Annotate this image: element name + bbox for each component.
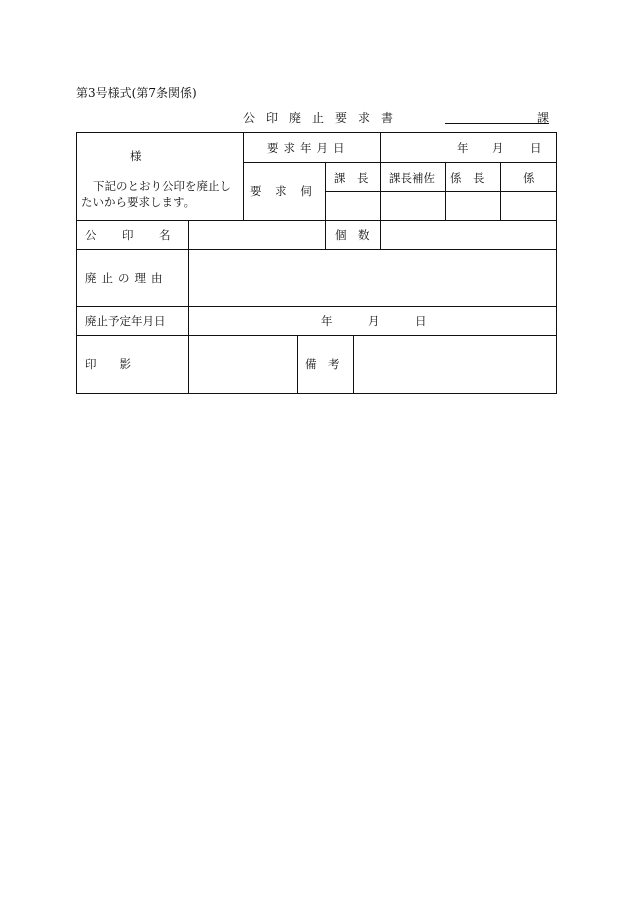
grid-line <box>325 162 326 249</box>
grid-line <box>77 335 556 336</box>
grid-line <box>380 162 381 220</box>
requester-label: 要 求 伺 <box>250 184 317 198</box>
abolition-reason-label: 廃止の理由 <box>85 271 168 285</box>
scheduled-date-label: 廃止予定年月日 <box>85 314 166 328</box>
approver-section-chief: 課 長 <box>334 171 369 185</box>
approver-staff: 係 <box>523 171 535 185</box>
request-form-table <box>76 132 557 394</box>
request-date-year: 年 <box>457 141 469 155</box>
grid-line <box>500 162 501 220</box>
remarks-label: 備 考 <box>305 357 340 371</box>
seal-name-label: 公 印 名 <box>85 228 178 242</box>
grid-line <box>325 191 556 192</box>
approver-subsection-chief: 係 長 <box>450 171 485 185</box>
grid-line <box>243 162 556 163</box>
count-label: 個 数 <box>335 228 370 242</box>
request-statement-line1: 下記のとおり公印を廃止し <box>93 179 231 193</box>
scheduled-date-month: 月 <box>368 314 380 328</box>
grid-line <box>445 162 446 220</box>
grid-line <box>353 335 354 393</box>
grid-line <box>380 220 381 249</box>
seal-impression-label: 印 影 <box>85 357 131 371</box>
grid-line <box>297 335 298 393</box>
grid-line <box>243 133 244 220</box>
grid-line <box>188 220 189 393</box>
scheduled-date-year: 年 <box>321 314 333 328</box>
request-date-day: 日 <box>530 141 542 155</box>
grid-line <box>77 306 556 307</box>
grid-line <box>380 133 381 162</box>
request-date-month: 月 <box>492 141 504 155</box>
department-suffix: 課 <box>537 111 550 125</box>
addressee-suffix: 様 <box>130 149 142 163</box>
grid-line <box>77 220 556 221</box>
department-blank-line[interactable] <box>445 123 549 124</box>
request-date-label: 要求年月日 <box>267 141 350 155</box>
approver-assistant-chief: 課長補佐 <box>389 171 435 185</box>
request-statement-line2: たいから要求します。 <box>81 195 196 209</box>
grid-line <box>77 249 556 250</box>
document-title: 公印廃止要求書 <box>243 111 405 125</box>
form-number: 第3号様式(第7条関係) <box>76 86 197 100</box>
scheduled-date-day: 日 <box>415 314 427 328</box>
